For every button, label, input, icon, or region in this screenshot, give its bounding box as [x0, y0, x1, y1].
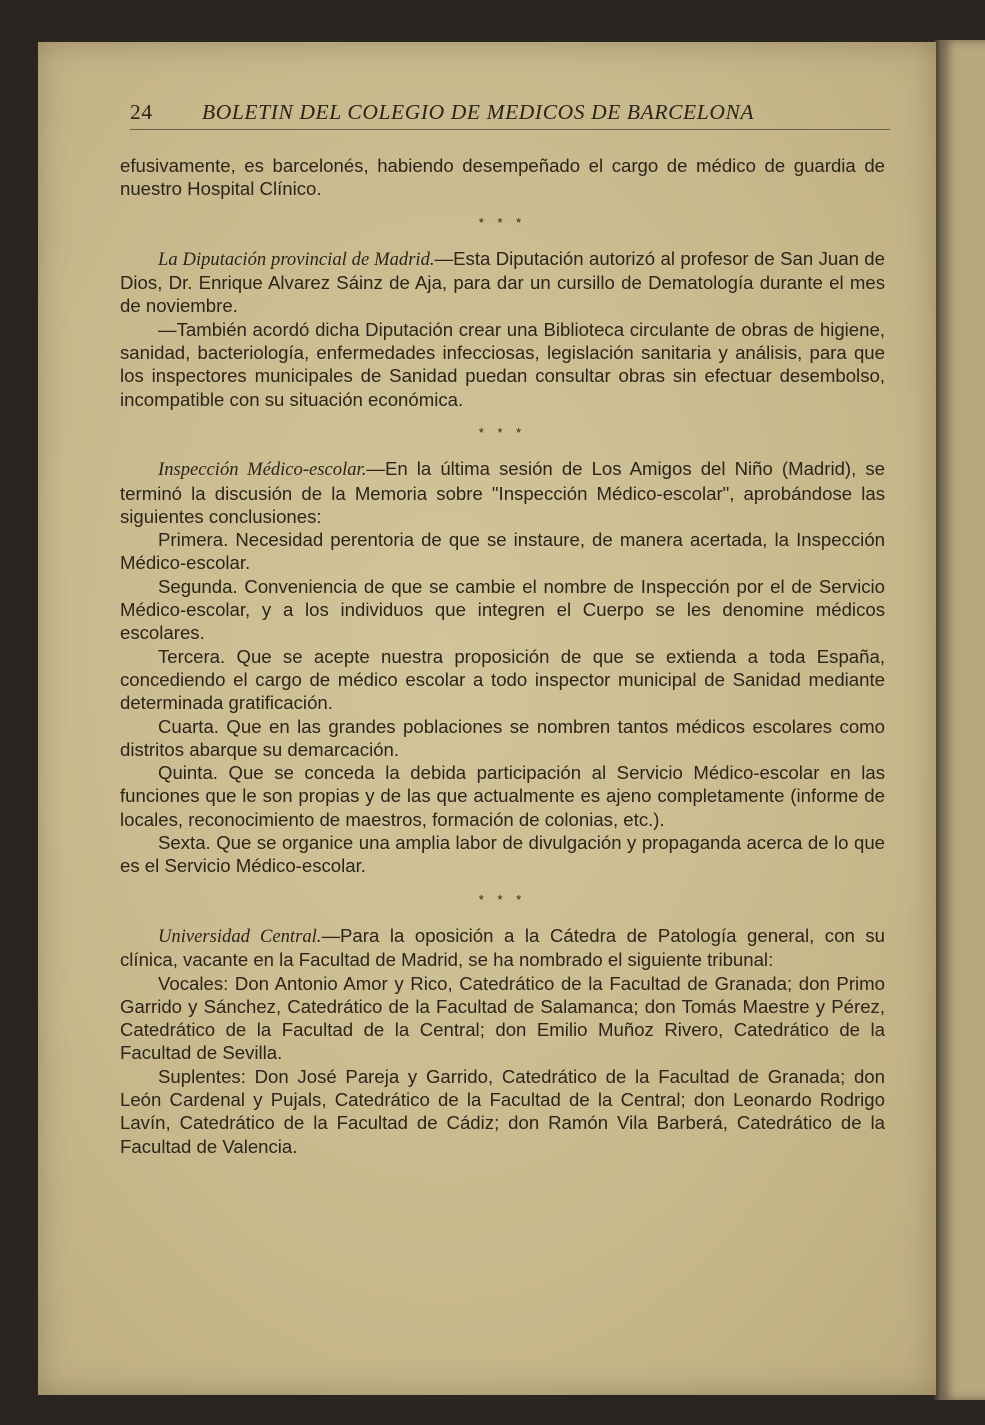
inspeccion-lead: Inspección Médico-escolar.	[158, 459, 367, 481]
vocales-paragraph: Vocales: Don Antonio Amor y Rico, Catedrático de la Facultad de Granada; don Primo Garrido y Sánchez, Catedrático de la Facultad de Salamanca; don Tomás Maestre y Pérez, Catedrático de la Facultad de la Central; don Emilio Muñoz Rivero, Catedrático de la Facultad de Sevilla.	[120, 972, 885, 1064]
header-rule	[130, 129, 890, 130]
universidad-lead: Universidad Central.	[158, 925, 322, 947]
universidad-text: —Para la oposición a la Cátedra de Patología general, con su clínica, vacante en la Facultad de Madrid, se ha nombrado el siguiente tribunal:	[120, 924, 885, 971]
inspeccion-text: —En la última sesión de Los Amigos del Niño (Madrid), se terminó la discusión de la Memoria sobre "Inspección Médico-escolar", aprobándose las siguientes conclusiones:	[120, 458, 885, 527]
suplentes-paragraph: Suplentes: Don José Pareja y Garrido, Catedrático de la Facultad de Granada; don León Cardenal y Pujals, Catedrático de la Facultad de la Central; don Leonardo Rodrigo Lavín, Catedrático de la Facultad de Cádiz; don Ramón Vila Barberá, Catedrático de la Facultad de Valencia.	[120, 1065, 885, 1157]
journal-title: BOLETIN DEL COLEGIO DE MEDICOS DE BARCELONA	[202, 100, 755, 124]
diputacion-paragraph-2: —También acordó dicha Diputación crear una Biblioteca circulante de obras de higiene, sanidad, bacteriología, enfermedades infecciosas, legislación sanitaria y análisis, para que los inspectores municipales de Sanidad puedan consultar obras sin efectuar desembolso, incompatible con su situación económica.	[120, 318, 885, 410]
facing-page-edge	[942, 40, 985, 1400]
conclusion-item: Tercera. Que se acepte nuestra proposición de que se extienda a toda España, concediendo el cargo de médico escolar a todo inspector municipal de Sanidad mediante determinada gratificación.	[120, 645, 885, 714]
conclusion-item: Segunda. Conveniencia de que se cambie el nombre de Inspección por el de Servicio Médico-escolar, y a los individuos que integren el Cuerpo se les denomine médicos escolares.	[120, 575, 885, 644]
diputacion-lead: La Diputación provincial de Madrid.	[158, 248, 435, 270]
conclusion-item: Primera. Necesidad perentoria de que se instaure, de manera acertada, la Inspección Médico-escolar.	[120, 529, 885, 574]
article-body	[120, 154, 885, 1158]
section-separator: * * *	[478, 424, 527, 440]
diputacion-paragraph	[120, 247, 885, 318]
intro-paragraph: efusivamente, es barcelonés, habiendo desempeñado el cargo de médico de guardia de nuestro Hospital Clínico.	[120, 155, 885, 200]
running-header	[130, 100, 890, 130]
inspeccion-paragraph	[120, 457, 885, 528]
conclusion-item: Quinta. Que se conceda la debida participación al Servicio Médico-escolar en las funciones que le son propias y de las que actualmente es ajeno completamente (informe de locales, reconocimiento de maestros, formación de colonias, etc.).	[120, 762, 885, 830]
diputacion-text: —Esta Diputación autorizó al profesor de San Juan de Dios, Dr. Enrique Alvarez Sáinz de Aja, para dar un cursillo de Dematología durante el mes de noviembre.	[120, 247, 885, 317]
conclusion-item: Cuarta. Que en las grandes poblaciones se nombren tantos médicos escolares como distritos abarque su demarcación.	[120, 715, 885, 760]
conclusion-item: Sexta. Que se organice una amplia labor de divulgación y propaganda acerca de lo que es el Servicio Médico-escolar.	[120, 832, 885, 877]
section-separator: * * *	[478, 214, 527, 230]
universidad-paragraph	[120, 924, 885, 972]
section-separator: * * *	[478, 891, 527, 907]
page-number: 24	[130, 100, 153, 124]
